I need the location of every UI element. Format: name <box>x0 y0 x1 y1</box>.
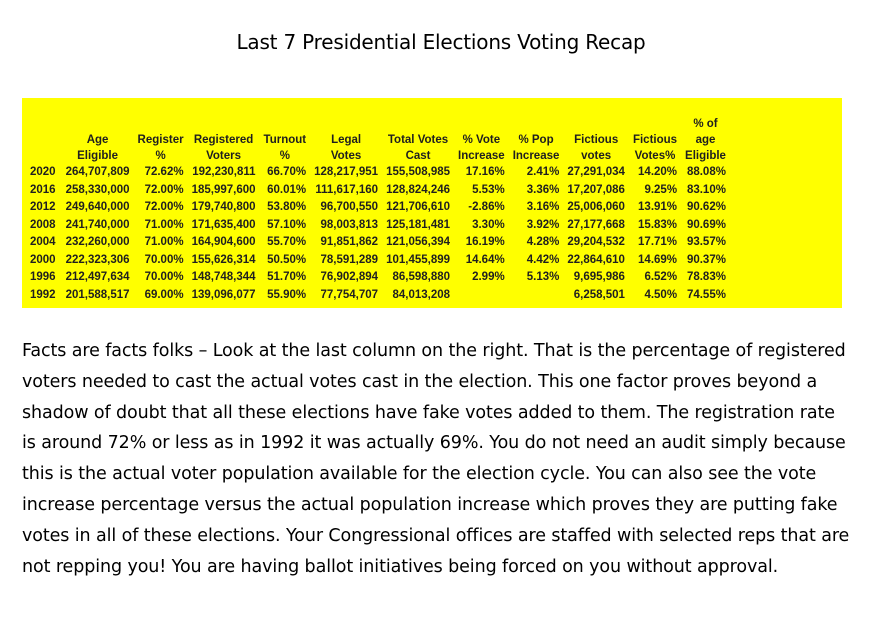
cell-register-pct: 70.00% <box>144 271 184 283</box>
cell-age-eligible: 264,707,809 <box>65 166 130 178</box>
cell-total-votes-cast: 121,706,610 <box>386 201 451 213</box>
cell-turnout-pct: 60.01% <box>267 183 307 196</box>
table-row <box>30 234 730 252</box>
cell-pct-of-age-eligible: 74.55% <box>686 288 726 301</box>
cell-legal-votes: 96,700,550 <box>320 201 379 213</box>
cell-turnout-pct: 66.70% <box>267 166 307 178</box>
cell-year: 2000 <box>30 253 56 266</box>
cell-pop-increase-pct: 4.42% <box>526 253 560 266</box>
commentary-paragraph: Facts are facts folks – Look at the last column on the right. That is the percentage of registered voters needed to cast the actual votes cast in the election. This one factor proves beyond a shadow of doubt that all these elections have fake votes added to them. The registration rate is around 72% or less as in 1992 it was actually 69%. You do not need an audit simply because this is the actual voter population available for the election cycle. You can also see the vote increase percentage versus the actual population increase which proves they are putting fake votes in all of these elections. Your Congressional offices are staffed with selected reps that are not repping you! You are having ballot initiatives being forced on you without approval. <box>22 341 850 577</box>
cell-turnout-pct: 57.10% <box>267 218 307 231</box>
cell-pop-increase-pct: 2.41% <box>526 166 560 178</box>
cell-pop-increase-pct: 3.16% <box>526 201 560 213</box>
cell-year: 2016 <box>30 183 56 196</box>
column-header-pct-of-age-eligible: % of age Eligible <box>685 118 726 162</box>
table-row <box>30 182 730 200</box>
cell-registered-voters: 155,626,314 <box>191 253 256 266</box>
cell-pop-increase-pct: 3.36% <box>526 183 560 196</box>
cell-pct-of-age-eligible: 88.08% <box>686 166 726 178</box>
cell-total-votes-cast: 101,455,899 <box>386 253 451 266</box>
cell-register-pct: 72.00% <box>144 201 184 213</box>
column-header-turnout-pct: Turnout % <box>263 134 307 162</box>
cell-legal-votes: 111,617,160 <box>315 183 379 196</box>
column-header-registered-voters: Registered Voters <box>193 134 254 162</box>
table-row <box>30 287 730 305</box>
cell-legal-votes: 128,217,951 <box>314 166 379 178</box>
cell-fictious-votes-pct: 9.25% <box>644 183 678 196</box>
cell-pct-of-age-eligible: 83.10% <box>686 183 726 196</box>
cell-fictious-votes-pct: 14.69% <box>638 253 678 266</box>
cell-pop-increase-pct: 3.92% <box>526 218 560 231</box>
table-row <box>30 199 730 217</box>
cell-pct-of-age-eligible: 90.69% <box>686 218 726 231</box>
cell-age-eligible: 232,260,000 <box>65 236 130 248</box>
cell-vote-increase-pct: 3.30% <box>472 218 505 231</box>
cell-fictious-votes-pct: 6.52% <box>644 271 678 283</box>
cell-registered-voters: 192,230,811 <box>192 166 256 178</box>
table-row <box>30 164 730 182</box>
cell-vote-increase-pct: 17.16% <box>465 166 505 178</box>
cell-fictious-votes: 9,695,986 <box>573 271 625 283</box>
table-header-row <box>30 116 730 164</box>
cell-year: 2012 <box>30 201 56 213</box>
cell-legal-votes: 91,851,862 <box>320 236 379 248</box>
cell-year: 1996 <box>30 271 56 283</box>
table-body <box>30 164 730 304</box>
cell-legal-votes: 78,591,289 <box>320 253 379 266</box>
cell-turnout-pct: 55.70% <box>267 236 307 248</box>
cell-year: 2020 <box>30 166 56 178</box>
election-recap-table <box>30 116 730 304</box>
cell-turnout-pct: 50.50% <box>267 253 307 266</box>
cell-pct-of-age-eligible: 93.57% <box>686 236 726 248</box>
cell-vote-increase-pct: 2.99% <box>472 271 505 283</box>
cell-fictious-votes: 22,864,610 <box>567 253 625 266</box>
cell-total-votes-cast: 128,824,246 <box>386 183 451 196</box>
cell-fictious-votes: 17,207,086 <box>567 183 625 196</box>
cell-registered-voters: 148,748,344 <box>191 271 256 283</box>
cell-pop-increase-pct: 4.28% <box>526 236 560 248</box>
column-header-fictious-votes: Fictious votes <box>574 134 619 162</box>
cell-legal-votes: 76,902,894 <box>320 271 379 283</box>
cell-register-pct: 70.00% <box>144 253 184 266</box>
cell-legal-votes: 77,754,707 <box>320 288 379 301</box>
cell-fictious-votes: 29,204,532 <box>567 236 625 248</box>
column-header-register-pct: Register % <box>137 134 184 162</box>
cell-turnout-pct: 51.70% <box>267 271 307 283</box>
cell-registered-voters: 185,997,600 <box>191 183 256 196</box>
cell-pct-of-age-eligible: 78.83% <box>686 271 726 283</box>
cell-year: 2008 <box>30 218 56 231</box>
cell-fictious-votes-pct: 17.71% <box>638 236 678 248</box>
column-header-year <box>30 116 62 164</box>
cell-fictious-votes: 27,291,034 <box>567 166 625 178</box>
column-header-pop-increase-pct: % Pop Increase <box>512 134 560 162</box>
cell-registered-voters: 139,096,077 <box>191 288 256 301</box>
column-header-total-votes-cast: Total Votes Cast <box>387 134 449 162</box>
cell-pct-of-age-eligible: 90.62% <box>686 201 726 213</box>
cell-fictious-votes: 25,006,060 <box>567 201 625 213</box>
cell-fictious-votes-pct: 14.20% <box>638 166 678 178</box>
cell-vote-increase-pct: 14.64% <box>465 253 505 266</box>
cell-turnout-pct: 55.90% <box>267 288 307 301</box>
cell-age-eligible: 249,640,000 <box>65 201 130 213</box>
cell-fictious-votes: 27,177,668 <box>567 218 625 231</box>
cell-pop-increase-pct: 5.13% <box>526 271 560 283</box>
cell-age-eligible: 258,330,000 <box>65 183 130 196</box>
cell-register-pct: 72.62% <box>144 166 184 178</box>
table-row <box>30 252 730 270</box>
cell-register-pct: 72.00% <box>144 183 184 196</box>
column-header-vote-increase-pct: % Vote Increase <box>458 134 505 162</box>
cell-fictious-votes-pct: 15.83% <box>638 218 678 231</box>
page-title: Last 7 Presidential Elections Voting Recap <box>236 30 646 54</box>
cell-fictious-votes-pct: 13.91% <box>638 201 678 213</box>
cell-year: 2004 <box>30 236 56 248</box>
column-header-fictious-votes-pct: Fictious Votes% <box>632 134 678 162</box>
cell-pop-increase-pct <box>509 287 564 305</box>
cell-vote-increase-pct: 16.19% <box>465 236 505 248</box>
cell-fictious-votes: 6,258,501 <box>573 288 625 301</box>
cell-total-votes-cast: 155,508,985 <box>386 166 451 178</box>
cell-pct-of-age-eligible: 90.37% <box>686 253 726 266</box>
table-row <box>30 217 730 235</box>
cell-vote-increase-pct: 5.53% <box>472 183 505 196</box>
cell-register-pct: 69.00% <box>144 288 184 301</box>
cell-total-votes-cast: 86,598,880 <box>392 271 451 283</box>
cell-age-eligible: 212,497,634 <box>65 271 130 283</box>
cell-vote-increase-pct <box>454 287 509 305</box>
cell-register-pct: 71.00% <box>144 236 184 248</box>
cell-registered-voters: 171,635,400 <box>191 218 256 231</box>
cell-fictious-votes-pct: 4.50% <box>644 288 678 301</box>
cell-age-eligible: 222,323,306 <box>65 253 130 266</box>
cell-age-eligible: 241,740,000 <box>65 218 130 231</box>
table-row <box>30 269 730 287</box>
cell-registered-voters: 164,904,600 <box>191 236 256 248</box>
cell-total-votes-cast: 84,013,208 <box>392 288 451 301</box>
column-header-age-eligible: Age Eligible <box>77 134 119 162</box>
cell-register-pct: 71.00% <box>144 218 184 231</box>
cell-age-eligible: 201,588,517 <box>65 288 130 301</box>
cell-turnout-pct: 53.80% <box>267 201 307 213</box>
cell-registered-voters: 179,740,800 <box>191 201 256 213</box>
cell-year: 1992 <box>30 288 56 301</box>
cell-total-votes-cast: 121,056,394 <box>386 236 451 248</box>
column-header-legal-votes: Legal Votes <box>330 134 362 162</box>
cell-vote-increase-pct: -2.86% <box>468 201 505 213</box>
cell-total-votes-cast: 125,181,481 <box>386 218 451 231</box>
cell-legal-votes: 98,003,813 <box>320 218 379 231</box>
